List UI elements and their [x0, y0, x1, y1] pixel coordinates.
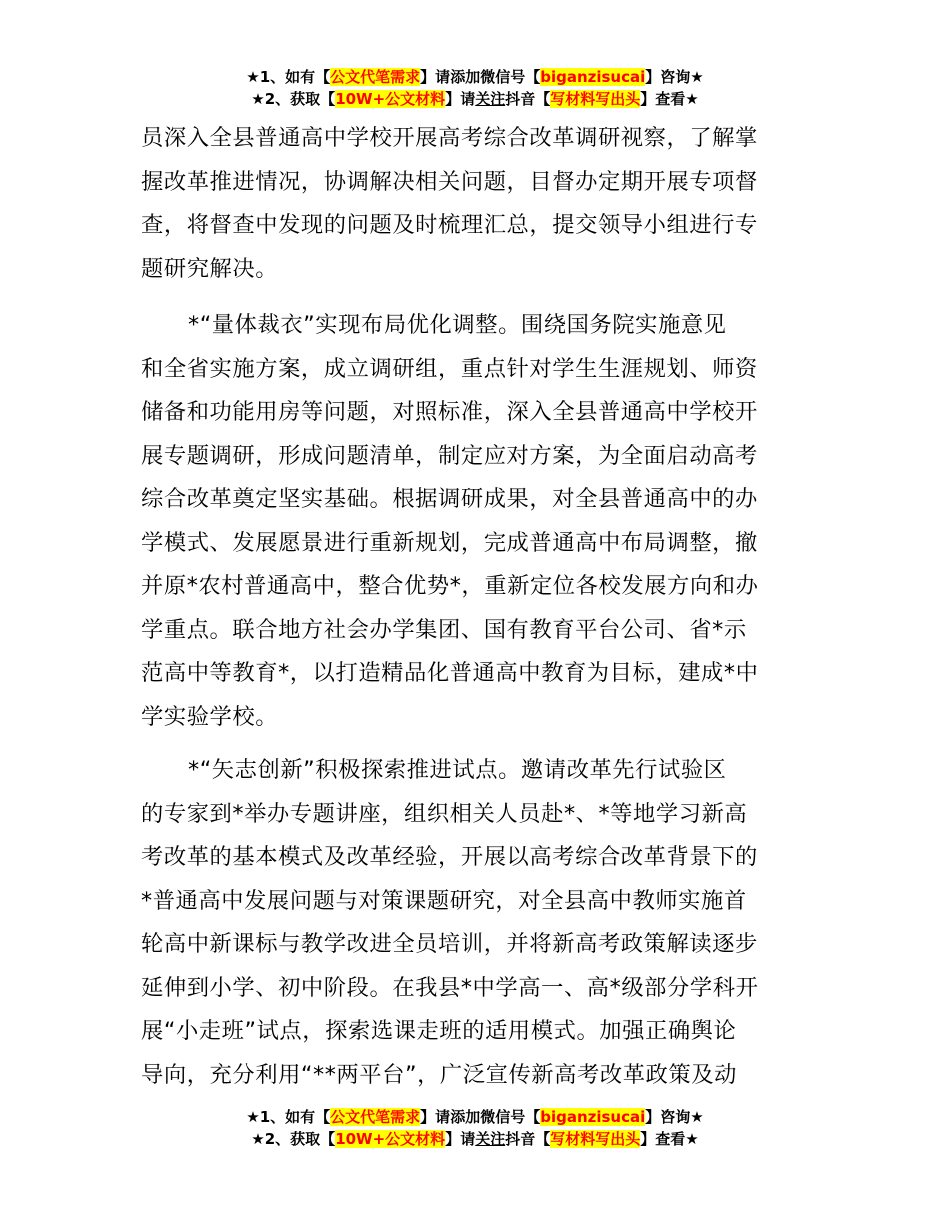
- paragraph-1: [141, 117, 811, 291]
- promo-text: 微信号【: [480, 68, 541, 86]
- promo-header: [0, 66, 950, 110]
- promo-text: 抖音【: [505, 1130, 551, 1148]
- promo-line-2: [0, 88, 950, 110]
- text-line: 考改革的基本模式及改革经验，开展以高考综合改革背景下的: [141, 844, 758, 870]
- promo-text: 】咨询★: [645, 68, 704, 86]
- promo-text: 】请: [445, 90, 476, 108]
- promo-text: 】查看★: [640, 1130, 699, 1148]
- promo-text: 】查看★: [640, 90, 699, 108]
- promo-line-1: [0, 66, 950, 88]
- text-line: 导向，充分利用“**两平台”，广泛宣传新高考改革政策及动: [141, 1061, 737, 1088]
- text-line: 轮高中新课标与教学改进全员培训，并将新高考政策解读逐步: [141, 931, 758, 957]
- text-line: 和全省实施方案，成立调研组，重点针对学生生涯规划、师资: [141, 355, 758, 382]
- promo-text: ★1、如有【: [246, 68, 331, 86]
- promo-douyin-id: 写材料写出头: [550, 90, 641, 108]
- text-line: 综合改革奠定坚实基础。根据调研成果，对全县普通高中的办: [141, 486, 758, 512]
- promo-douyin-id: 写材料写出头: [550, 1130, 641, 1148]
- text-line: 员深入全县普通高中学校开展高考综合改革调研视察，了解掌: [141, 125, 758, 151]
- text-line: *普通高中发展问题与对策课题研究，对全县高中教师实施首: [141, 887, 747, 914]
- promo-highlight: 10W+公文材料: [335, 1130, 446, 1148]
- promo-highlight: 公文代笔需求: [330, 1108, 421, 1126]
- promo-text: 】咨询★: [645, 1108, 704, 1126]
- text-line: 并原*农村普通高中，整合优势*，重新定位各校发展方向和办: [141, 573, 759, 599]
- text-line: 握改革推进情况，协调解决相关问题，目督办定期开展专项督: [141, 168, 758, 195]
- promo-emphasis: 添加: [450, 68, 481, 86]
- promo-line-1: [0, 1106, 950, 1128]
- text-line: 展专题调研，形成问题清单，制定应对方案，为全面启动高考: [141, 442, 758, 469]
- promo-text: 】请: [445, 1130, 476, 1148]
- promo-highlight: 公文代笔需求: [330, 68, 421, 86]
- promo-text: ★1、如有【: [246, 1108, 331, 1126]
- text-line: 储备和功能用房等问题，对照标准，深入全县普通高中学校开: [141, 399, 758, 425]
- promo-text: 】请: [420, 1108, 451, 1126]
- text-line: 学模式、发展愿景进行重新规划，完成普通高中布局调整，撤: [141, 529, 758, 556]
- promo-emphasis: 关注: [475, 90, 506, 108]
- text-line: 学实验学校。: [141, 703, 279, 730]
- promo-text: 抖音【: [505, 90, 551, 108]
- paragraph-3: [141, 749, 811, 1097]
- promo-text: ★2、获取【: [251, 90, 336, 108]
- text-line: 题研究解决。: [141, 255, 279, 282]
- promo-line-2: [0, 1128, 950, 1150]
- promo-text: ★2、获取【: [251, 1130, 336, 1148]
- text-line: *“矢志创新”积极探索推进试点。邀请改革先行试验区: [188, 757, 727, 783]
- text-line: 范高中等教育*，以打造精品化普通高中教育为目标，建成*中: [141, 660, 759, 686]
- text-line: 延伸到小学、初中阶段。在我县*中学高一、高*级部分学科开: [141, 974, 759, 1001]
- promo-text: 微信号【: [480, 1108, 541, 1126]
- promo-emphasis: 关注: [475, 1130, 506, 1148]
- promo-wechat-id: biganzisucai: [540, 68, 646, 86]
- text-line: 查，将督查中发现的问题及时梳理汇总，提交领导小组进行专: [141, 212, 758, 238]
- text-line: 的专家到*举办专题讲座，组织相关人员赴*、*等地学习新高: [141, 800, 748, 827]
- text-line: *“量体裁衣”实现布局优化调整。围绕国务院实施意见: [188, 312, 727, 338]
- promo-wechat-id: biganzisucai: [540, 1108, 646, 1126]
- promo-text: 】请: [420, 68, 451, 86]
- text-line: 展“小走班”试点，探索选课走班的适用模式。加强正确舆论: [141, 1018, 737, 1044]
- promo-footer: [0, 1106, 950, 1150]
- promo-highlight: 10W+公文材料: [335, 90, 446, 108]
- text-line: 学重点。联合地方社会办学集团、国有教育平台公司、省*示: [141, 616, 747, 643]
- paragraph-2: [141, 304, 811, 739]
- promo-emphasis: 添加: [450, 1108, 481, 1126]
